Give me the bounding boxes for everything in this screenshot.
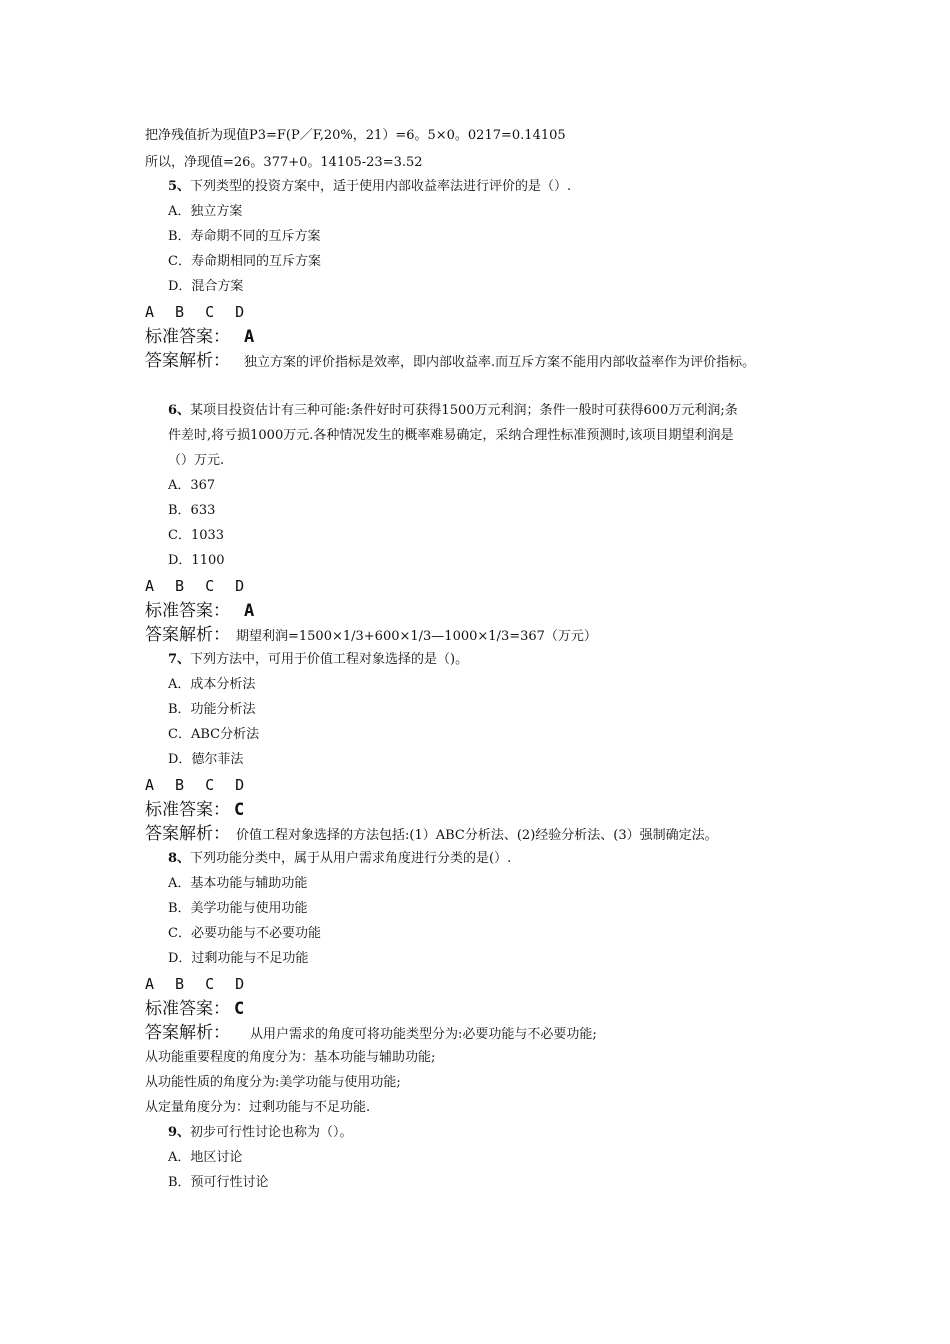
- option-b: B．功能分析法: [168, 702, 256, 717]
- answer-label: 标准答案：: [145, 999, 230, 1019]
- question-number: 8、: [168, 851, 191, 866]
- question-stem: 初步可行性讨论也称为（）。: [190, 1125, 353, 1140]
- explanation-text: 从用户需求的角度可将功能类型分为:必要功能与不必要功能;: [250, 1027, 597, 1042]
- option-b: B．633: [168, 503, 216, 518]
- explanation-text: 期望利润=1500×1/3+600×1/3—1000×1/3=367（万元）: [236, 629, 597, 644]
- explanation-label: 答案解析：: [145, 625, 230, 645]
- choice-letters: A B C D: [145, 975, 251, 993]
- question-7: [168, 652, 468, 668]
- option-d: D．德尔菲法: [168, 752, 244, 767]
- question-stem: 下列方法中，可用于价值工程对象选择的是（)。: [190, 652, 469, 667]
- option-b: B．预可行性讨论: [168, 1175, 269, 1190]
- choice-letters: A B C D: [145, 776, 251, 794]
- answer-label: 标准答案：: [145, 601, 230, 621]
- answer-value: C: [234, 999, 245, 1019]
- option-d: D．混合方案: [168, 279, 244, 294]
- question-number: 9、: [168, 1125, 191, 1140]
- text-line: 从功能重要程度的角度分为：基本功能与辅助功能;: [145, 1050, 436, 1065]
- answer-explanation: [145, 1023, 597, 1045]
- text-line: 把净残值折为现值P3=F(P／F,20%，21）=6。5×0。0217=0.14105: [145, 128, 566, 143]
- question-stem-cont: （）万元.: [168, 453, 225, 468]
- question-stem: 下列类型的投资方案中，适于使用内部收益率法进行评价的是（）.: [190, 179, 572, 194]
- answer-label: 标准答案：: [145, 327, 230, 347]
- standard-answer: [145, 327, 254, 347]
- explanation-label: 答案解析：: [145, 1023, 230, 1043]
- answer-value: A: [244, 327, 255, 347]
- explanation-label: 答案解析：: [145, 351, 230, 371]
- option-c: C．1033: [168, 528, 225, 543]
- option-d: D．1100: [168, 553, 225, 568]
- text-line: 所以，净现值=26。377+0。14105-23=3.52: [145, 155, 423, 170]
- option-c: C．ABC分析法: [168, 727, 260, 742]
- question-number: 6、: [168, 403, 191, 418]
- choice-letters: A B C D: [145, 577, 251, 595]
- option-a: A．基本功能与辅助功能: [168, 876, 308, 891]
- text-line: 从功能性质的角度分为:美学功能与使用功能;: [145, 1075, 401, 1090]
- answer-label: 标准答案：: [145, 800, 230, 820]
- explanation-text: 独立方案的评价指标是效率，即内部收益率.而互斥方案不能用内部收益率作为评价指标。: [244, 355, 756, 370]
- standard-answer: [145, 601, 254, 621]
- answer-explanation: [145, 625, 597, 647]
- question-stem-cont: 件差时,将亏损1000万元.各种情况发生的概率难易确定，采纳合理性标准预测时,该项目期望利润是: [168, 428, 734, 443]
- answer-value: C: [234, 800, 245, 820]
- option-a: A．地区讨论: [168, 1150, 243, 1165]
- standard-answer: [145, 800, 244, 820]
- option-b: B．寿命期不同的互斥方案: [168, 229, 321, 244]
- question-stem: 下列功能分类中，属于从用户需求角度进行分类的是(）.: [190, 851, 512, 866]
- answer-explanation: [145, 351, 755, 373]
- text-line: 从定量角度分为：过剩功能与不足功能.: [145, 1100, 371, 1115]
- option-c: C．寿命期相同的互斥方案: [168, 254, 321, 269]
- explanation-text: 价值工程对象选择的方法包括:(1）ABC分析法、(2)经验分析法、(3）强制确定法。: [236, 828, 718, 843]
- question-number: 5、: [168, 179, 191, 194]
- question-number: 7、: [168, 652, 191, 667]
- option-a: A．成本分析法: [168, 677, 256, 692]
- question-6: [168, 403, 738, 419]
- choice-letters: A B C D: [145, 303, 251, 321]
- option-d: D．过剩功能与不足功能: [168, 951, 309, 966]
- option-c: C．必要功能与不必要功能: [168, 926, 321, 941]
- question-9: [168, 1125, 353, 1141]
- answer-value: A: [244, 601, 255, 621]
- explanation-label: 答案解析：: [145, 824, 230, 844]
- question-stem: 某项目投资估计有三种可能:条件好时可获得1500万元利润；条件一般时可获得600万元利润;条: [190, 403, 738, 418]
- answer-explanation: [145, 824, 718, 846]
- standard-answer: [145, 999, 244, 1019]
- option-a: A．独立方案: [168, 204, 243, 219]
- question-8: [168, 851, 511, 867]
- option-b: B．美学功能与使用功能: [168, 901, 308, 916]
- option-a: A．367: [168, 478, 216, 493]
- question-5: [168, 179, 571, 195]
